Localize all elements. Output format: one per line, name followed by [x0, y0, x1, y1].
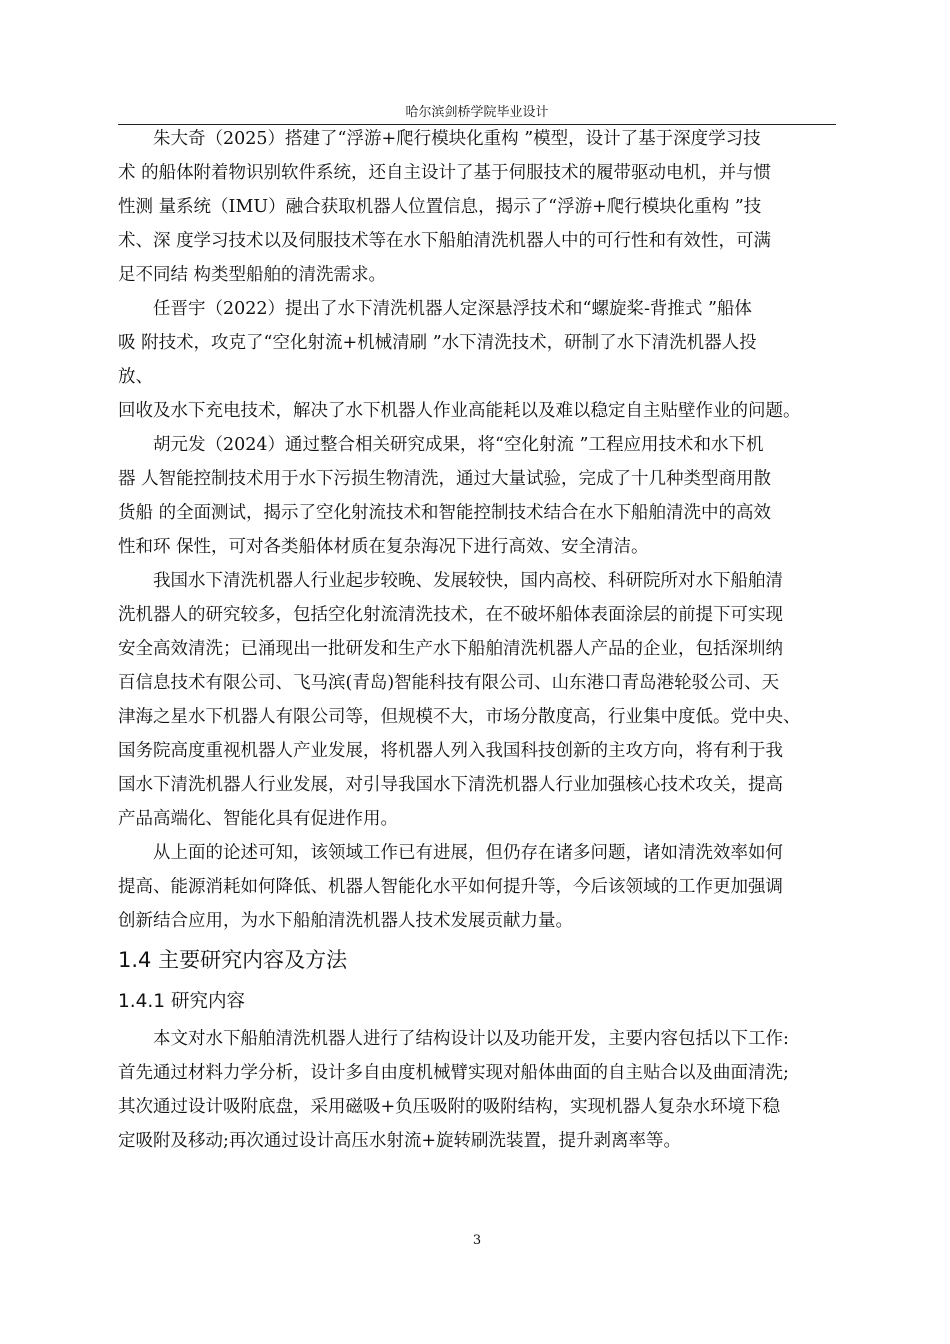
section-heading: 1.4 主要研究内容及方法	[118, 948, 348, 972]
text-line: 性和环 保性，可对各类船体材质在复杂海况下进行高效、安全清洁。	[118, 537, 649, 557]
text-line: 提高、能源消耗如何降低、机器人智能化水平如何提升等，今后该领域的工作更加强调	[118, 877, 783, 897]
text-line: 回收及水下充电技术，解决了水下机器人作业高能耗以及难以稳定自主贴壁作业的问题。	[118, 401, 801, 421]
text-line: 洗机器人的研究较多，包括空化射流清洗技术，在不破坏船体表面涂层的前提下可实现	[118, 605, 783, 625]
paragraph-hu-yuanfa	[118, 428, 836, 564]
text-line: 我国水下清洗机器人行业起步较晚、发展较快，国内高校、科研院所对水下船舶清	[153, 571, 783, 591]
paragraph-industry-overview	[118, 564, 836, 836]
text-line: 术、深 度学习技术以及伺服技术等在水下船舶清洗机器人中的可行性和有效性，可满	[118, 231, 772, 251]
page-content	[118, 122, 836, 1158]
text-line: 从上面的论述可知，该领域工作已有进展，但仍存在诸多问题，诸如清洗效率如何	[153, 843, 783, 863]
text-line: 安全高效清洗；已涌现出一批研发和生产水下船舶清洗机器人产品的企业，包括深圳纳	[118, 639, 783, 659]
page-header-title: 哈尔滨剑桥学院毕业设计	[405, 105, 549, 120]
text-line: 朱大奇（2025）搭建了“浮游+爬行模块化重构 ”模型，设计了基于深度学习技	[153, 129, 761, 149]
text-line: 定吸附及移动;再次通过设计高压水射流+旋转刷洗装置，提升剥离率等。	[118, 1131, 682, 1151]
text-line: 国水下清洗机器人行业发展，对引导我国水下清洗机器人行业加强核心技术攻关，提高	[118, 775, 783, 795]
subsection-heading: 1.4.1 研究内容	[118, 991, 245, 1012]
text-line: 放、	[118, 367, 153, 387]
paragraph-zhu-daqi	[118, 122, 836, 292]
paragraph-ren-jinyu	[118, 292, 836, 428]
text-line: 津海之星水下机器人有限公司等，但规模不大，市场分散度高，行业集中度低。党中央、	[118, 707, 801, 727]
text-line: 任晋宇（2022）提出了水下清洗机器人定深悬浮技术和“螺旋桨-背推式 ”船体	[153, 299, 752, 319]
text-line: 器 人智能控制技术用于水下污损生物清洗，通过大量试验，完成了十几种类型商用散	[118, 469, 772, 489]
text-line: 货船 的全面测试，揭示了空化射流技术和智能控制技术结合在水下船舶清洗中的高效	[118, 503, 772, 523]
paragraph-summary	[118, 836, 836, 938]
text-line: 首先通过材料力学分析，设计多自由度机械臂实现对船体曲面的自主贴合以及曲面清洗;	[118, 1063, 789, 1083]
text-line: 术 的船体附着物识别软件系统，还自主设计了基于伺服技术的履带驱动电机，并与惯	[118, 163, 772, 183]
text-line: 性测 量系统（IMU）融合获取机器人位置信息，揭示了“浮游+爬行模块化重构 ”技	[118, 197, 762, 217]
text-line: 吸 附技术，攻克了“空化射流+机械清刷 ”水下清洗技术，研制了水下清洗机器人投	[118, 333, 757, 353]
text-line: 本文对水下船舶清洗机器人进行了结构设计以及功能开发，主要内容包括以下工作:	[153, 1029, 789, 1049]
text-line: 百信息技术有限公司、飞马滨(青岛)智能科技有限公司、山东港口青岛港轮驳公司、天	[118, 673, 780, 693]
text-line: 其次通过设计吸附底盘，采用磁吸+负压吸附的吸附结构，实现机器人复杂水环境下稳	[118, 1097, 781, 1117]
text-line: 胡元发（2024）通过整合相关研究成果，将“空化射流 ”工程应用技术和水下机	[153, 435, 764, 455]
text-line: 产品高端化、智能化具有促进作用。	[118, 809, 398, 829]
text-line: 国务院高度重视机器人产业发展，将机器人列入我国科技创新的主攻方向，将有利于我	[118, 741, 783, 761]
page-number: 3	[472, 1233, 482, 1248]
paragraph-research-content	[118, 1022, 836, 1158]
text-line: 创新结合应用，为水下船舶清洗机器人技术发展贡献力量。	[118, 911, 573, 931]
text-line: 足不同结 构类型船舶的清洗需求。	[118, 265, 387, 285]
